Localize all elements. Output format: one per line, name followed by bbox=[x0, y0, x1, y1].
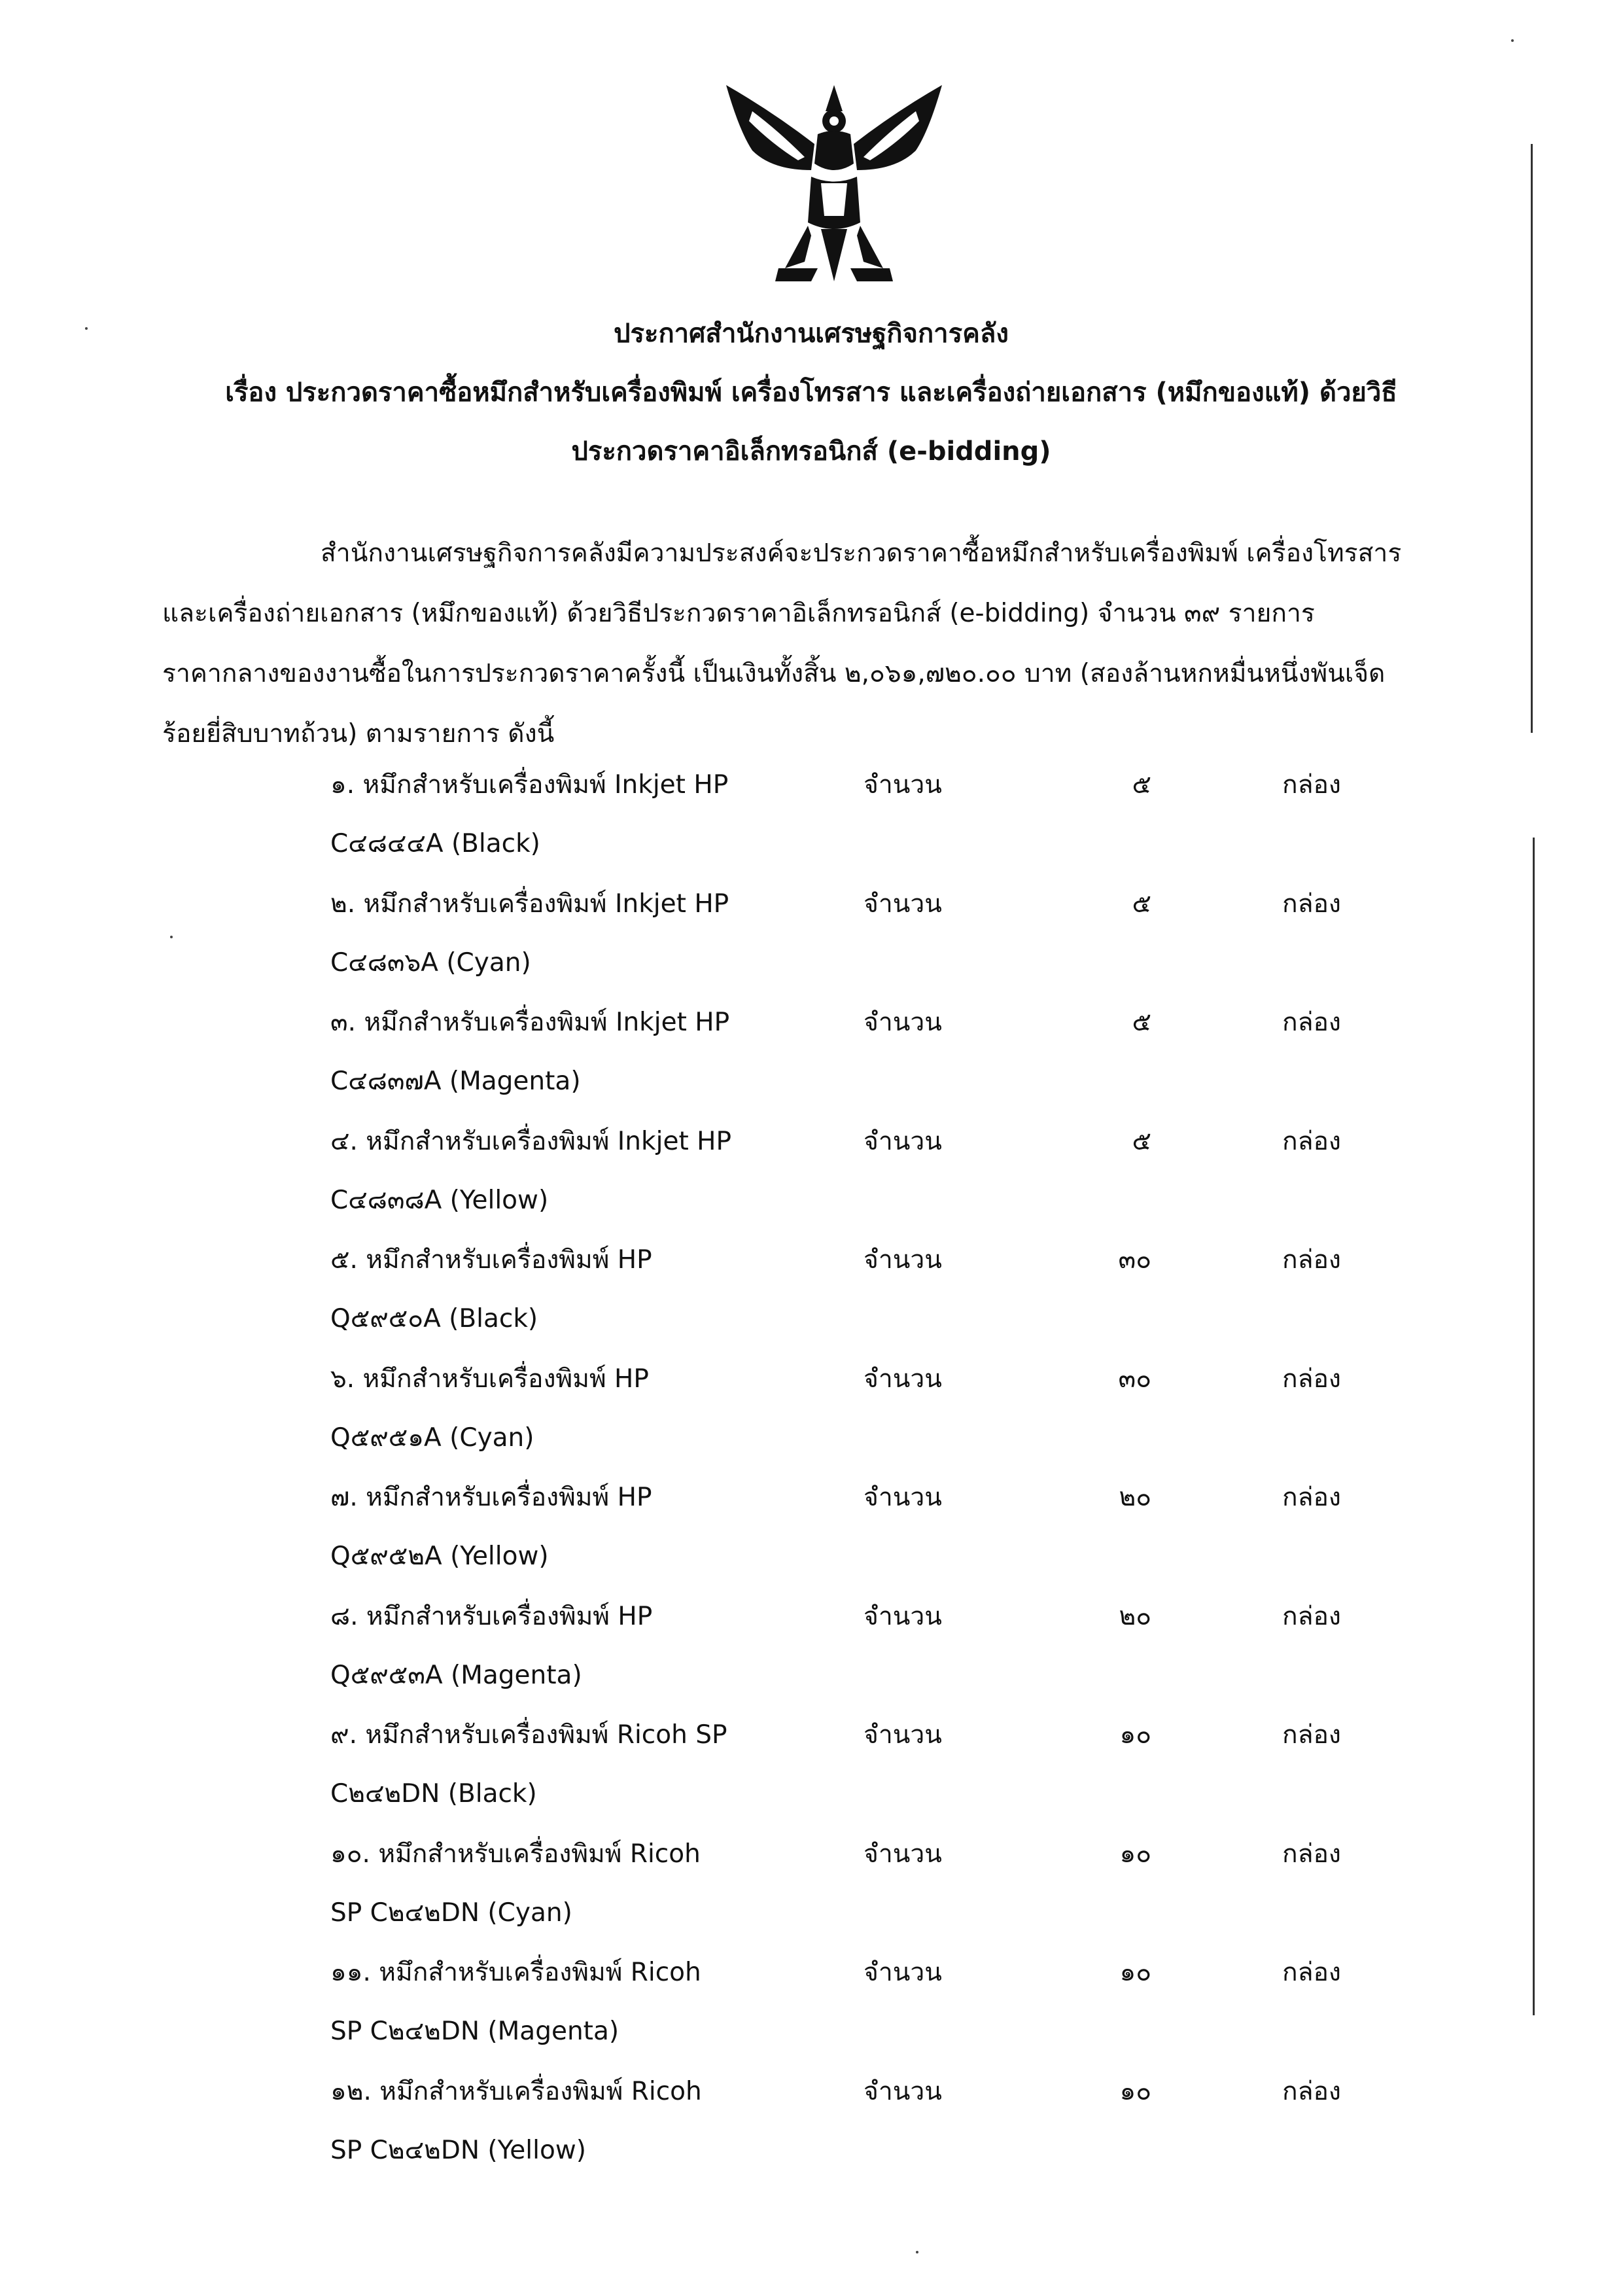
item-description: ๔. หมึกสำหรับเครื่องพิมพ์ Inkjet HP bbox=[330, 1126, 731, 1156]
item-model: Q๕๙๕๐A (Black) bbox=[330, 1304, 538, 1333]
item-qty-label: จำนวน bbox=[864, 1958, 942, 1987]
item-qty-label: จำนวน bbox=[864, 1483, 942, 1512]
item-qty: ๕ bbox=[1132, 1008, 1151, 1037]
subject-line: เรื่อง ประกวดราคาซื้อหมึกสำหรับเครื่องพิมพ์ เครื่องโทรสาร และเครื่องถ่ายเอกสาร (หมึกของแท้) ด้วยวิธี bbox=[225, 378, 1397, 408]
item-qty: ๕ bbox=[1132, 1126, 1151, 1156]
item-model: SP C๒๔๒DN (Cyan) bbox=[330, 1898, 572, 1928]
item-unit: กล่อง bbox=[1282, 2076, 1341, 2106]
item-description: ๒. หมึกสำหรับเครื่องพิมพ์ Inkjet HP bbox=[330, 889, 729, 919]
item-model: Q๕๙๕๓A (Magenta) bbox=[330, 1660, 582, 1690]
item-qty-label: จำนวน bbox=[864, 1364, 942, 1394]
item-description: ๘. หมึกสำหรับเครื่องพิมพ์ HP bbox=[330, 1601, 653, 1631]
intro-line-1: สำนักงานเศรษฐกิจการคลังมีความประสงค์จะประกวดราคาซื้อหมึกสำหรับเครื่องพิมพ์ เครื่องโทรสาร bbox=[321, 539, 1402, 568]
item-description: ๖. หมึกสำหรับเครื่องพิมพ์ HP bbox=[330, 1364, 649, 1394]
item-unit: กล่อง bbox=[1282, 1958, 1341, 1987]
item-qty-label: จำนวน bbox=[864, 2076, 942, 2106]
item-model: Q๕๙๕๑A (Cyan) bbox=[330, 1422, 534, 1453]
item-description: ๙. หมึกสำหรับเครื่องพิมพ์ Ricoh SP bbox=[330, 1720, 727, 1750]
item-model: C๔๘๓๖A (Cyan) bbox=[330, 947, 531, 978]
scan-speck bbox=[170, 936, 173, 938]
item-unit: กล่อง bbox=[1282, 770, 1341, 800]
item-unit: กล่อง bbox=[1282, 1601, 1341, 1631]
item-qty-label: จำนวน bbox=[864, 1720, 942, 1750]
garuda-emblem-icon bbox=[713, 72, 955, 294]
announcement-title: ประกาศสำนักงานเศรษฐกิจการคลัง bbox=[614, 319, 1009, 349]
intro-line-3: ราคากลางของงานซื้อในการประกวดราคาครั้งนี้ เป็นเงินทั้งสิ้น ๒,๐๖๑,๗๒๐.๐๐ บาท (สองล้านหกหมื่นหนึ่งพันเจ็ด bbox=[162, 659, 1386, 688]
item-unit: กล่อง bbox=[1282, 889, 1341, 919]
item-qty: ๓๐ bbox=[1118, 1364, 1151, 1394]
item-model: C๒๔๒DN (Black) bbox=[330, 1779, 537, 1809]
item-qty-label: จำนวน bbox=[864, 1245, 942, 1275]
item-model: SP C๒๔๒DN (Yellow) bbox=[330, 2135, 586, 2165]
item-model: C๔๘๔๔A (Black) bbox=[330, 829, 540, 858]
item-qty: ๑๐ bbox=[1119, 1720, 1151, 1750]
item-qty: ๑๐ bbox=[1119, 1839, 1151, 1869]
scan-margin-line bbox=[1531, 144, 1533, 733]
item-qty: ๕ bbox=[1132, 770, 1151, 800]
scan-speck bbox=[916, 2251, 918, 2253]
item-model: Q๕๙๕๒A (Yellow) bbox=[330, 1542, 549, 1571]
item-description: ๑๒. หมึกสำหรับเครื่องพิมพ์ Ricoh bbox=[330, 2076, 702, 2106]
item-qty-label: จำนวน bbox=[864, 1126, 942, 1156]
item-unit: กล่อง bbox=[1282, 1483, 1341, 1512]
scan-speck bbox=[1511, 39, 1514, 42]
item-qty: ๒๐ bbox=[1119, 1483, 1151, 1512]
item-qty: ๑๐ bbox=[1119, 2076, 1151, 2106]
intro-line-4: ร้อยยี่สิบบาทถ้วน) ตามรายการ ดังนี้ bbox=[162, 719, 555, 749]
item-qty: ๑๐ bbox=[1119, 1958, 1151, 1987]
item-unit: กล่อง bbox=[1282, 1364, 1341, 1394]
subject-line-continued: ประกวดราคาอิเล็กทรอนิกส์ (e-bidding) bbox=[571, 436, 1051, 467]
item-qty: ๓๐ bbox=[1118, 1245, 1151, 1275]
item-unit: กล่อง bbox=[1282, 1126, 1341, 1156]
item-unit: กล่อง bbox=[1282, 1720, 1341, 1750]
item-unit: กล่อง bbox=[1282, 1839, 1341, 1869]
item-description: ๗. หมึกสำหรับเครื่องพิมพ์ HP bbox=[330, 1483, 652, 1512]
item-qty-label: จำนวน bbox=[864, 1008, 942, 1037]
item-model: C๔๘๓๘A (Yellow) bbox=[330, 1185, 549, 1215]
item-unit: กล่อง bbox=[1282, 1245, 1341, 1275]
item-model: C๔๘๓๗A (Magenta) bbox=[330, 1067, 581, 1096]
item-unit: กล่อง bbox=[1282, 1008, 1341, 1037]
item-model: SP C๒๔๒DN (Magenta) bbox=[330, 2017, 620, 2046]
scan-speck bbox=[85, 327, 88, 330]
item-qty-label: จำนวน bbox=[864, 1601, 942, 1631]
item-description: ๑๑. หมึกสำหรับเครื่องพิมพ์ Ricoh bbox=[330, 1958, 701, 1987]
item-description: ๑. หมึกสำหรับเครื่องพิมพ์ Inkjet HP bbox=[330, 770, 729, 800]
scan-margin-line bbox=[1533, 838, 1535, 2015]
item-description: ๓. หมึกสำหรับเครื่องพิมพ์ Inkjet HP bbox=[330, 1008, 730, 1037]
intro-line-2: และเครื่องถ่ายเอกสาร (หมึกของแท้) ด้วยวิธีประกวดราคาอิเล็กทรอนิกส์ (e-bidding) จำนวน ๓๙ รายการ bbox=[162, 599, 1315, 628]
item-qty: ๒๐ bbox=[1119, 1601, 1151, 1631]
item-qty-label: จำนวน bbox=[864, 1839, 942, 1869]
item-description: ๕. หมึกสำหรับเครื่องพิมพ์ HP bbox=[330, 1245, 652, 1275]
item-qty: ๕ bbox=[1132, 889, 1151, 919]
item-description: ๑๐. หมึกสำหรับเครื่องพิมพ์ Ricoh bbox=[330, 1839, 701, 1869]
item-qty-label: จำนวน bbox=[864, 770, 942, 800]
item-qty-label: จำนวน bbox=[864, 889, 942, 919]
